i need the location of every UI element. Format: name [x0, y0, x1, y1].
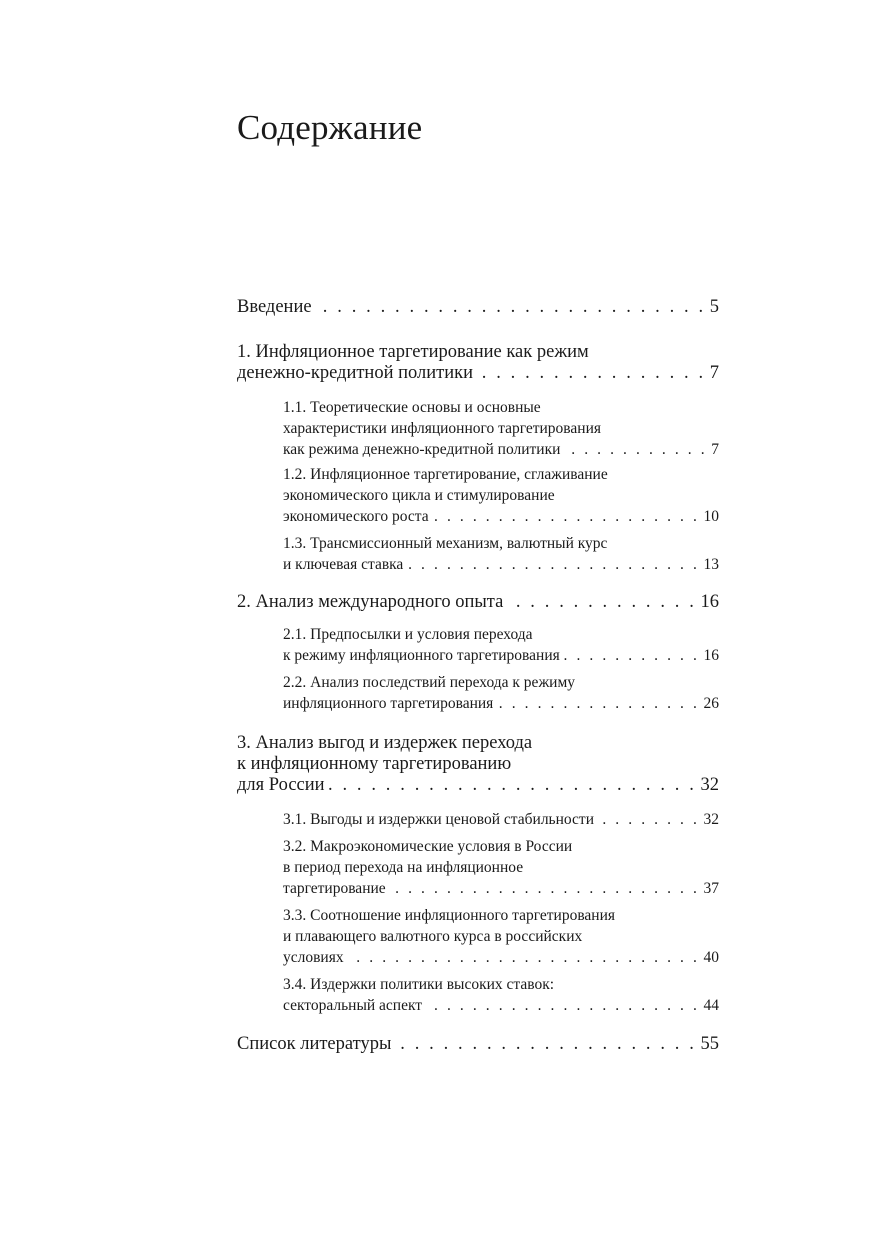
toc-entry-title: к режиму инфляционного таргетирования	[283, 647, 560, 664]
dot-leader	[564, 645, 700, 666]
toc-entry-title: 3.4. Издержки политики высоких ставок:	[283, 976, 555, 993]
toc-entry-title: как режима денежно-кредитной политики	[283, 441, 561, 458]
toc-page-number: 7	[711, 441, 719, 458]
toc-entry-title: экономического цикла и стимулирование	[283, 487, 555, 504]
dot-leader	[497, 693, 699, 714]
toc-entry-section-3-2[interactable]	[283, 836, 719, 899]
toc-entry-title: к инфляционному таргетированию	[237, 754, 512, 774]
toc-page-number: 10	[703, 508, 719, 525]
toc-entry-title: денежно-кредитной политики	[237, 363, 474, 383]
toc-page-number: 16	[703, 647, 719, 664]
toc-entry-title: инфляционного таргетирования	[283, 695, 494, 712]
dot-leader	[507, 592, 696, 613]
toc-entry-title: 2.2. Анализ последствий перехода к режиму	[283, 674, 576, 691]
toc-entry-references[interactable]	[237, 1034, 719, 1055]
toc-entry-title: 2.1. Предпосылки и условия перехода	[283, 626, 533, 643]
dot-leader	[407, 554, 699, 575]
toc-entry-title: условиях	[283, 949, 344, 966]
dot-leader	[390, 878, 700, 899]
toc-entry-section-3-4[interactable]	[283, 974, 719, 1016]
toc-entry-chapter-1[interactable]	[237, 342, 719, 384]
toc-entry-title: для России	[237, 775, 325, 795]
toc-entry-section-2-2[interactable]	[283, 672, 719, 714]
dot-leader	[477, 363, 706, 384]
toc-page-number: 16	[700, 592, 719, 612]
toc-entry-title: 2. Анализ международного опыта	[237, 592, 504, 612]
toc-entry-section-1-2[interactable]	[283, 464, 719, 527]
dot-leader	[598, 809, 700, 830]
toc-entry-section-1-3[interactable]	[283, 533, 719, 575]
toc-page-number: 32	[703, 811, 719, 828]
toc-entry-title: Введение	[237, 297, 312, 317]
toc-entry-title: 1.1. Теоретические основы и основные	[283, 399, 541, 416]
toc-entry-title: в период перехода на инфляционное	[283, 859, 524, 876]
toc-page-number: 13	[703, 556, 719, 573]
toc-entry-title: 3.2. Макроэкономические условия в России	[283, 838, 573, 855]
toc-entry-title: 3.3. Соотношение инфляционного таргетирования	[283, 907, 616, 924]
dot-leader	[348, 947, 700, 968]
toc-page-number: 40	[703, 949, 719, 966]
toc-page-number: 37	[703, 880, 719, 897]
toc-entry-section-3-3[interactable]	[283, 905, 719, 968]
toc-entry-title: 1.3. Трансмиссионный механизм, валютный курс	[283, 535, 608, 552]
toc-entry-section-3-1[interactable]	[283, 809, 719, 830]
toc-entry-title: и плавающего валютного курса в российских	[283, 928, 583, 945]
dot-leader	[564, 439, 707, 460]
page-title: Содержание	[237, 108, 423, 147]
toc-page-number: 5	[709, 297, 719, 317]
toc-entry-title: 1.2. Инфляционное таргетирование, сглаживание	[283, 466, 608, 483]
dot-leader	[316, 297, 706, 318]
dot-leader	[433, 506, 700, 527]
toc-page-number: 55	[700, 1034, 719, 1054]
toc-entry-title: 3. Анализ выгод и издержек перехода	[237, 733, 533, 753]
toc-page-number: 26	[703, 695, 719, 712]
toc-entry-title: секторальный аспект	[283, 997, 423, 1014]
toc-entry-chapter-2[interactable]	[237, 592, 719, 613]
toc-entry-introduction[interactable]	[237, 297, 719, 318]
toc-page-number: 32	[700, 775, 719, 795]
toc-entry-section-1-1[interactable]	[283, 397, 719, 460]
toc-page-number: 44	[703, 997, 719, 1014]
toc-entry-section-2-1[interactable]	[283, 624, 719, 666]
toc-entry-title: 1. Инфляционное таргетирование как режим	[237, 342, 589, 362]
toc-entry-chapter-3[interactable]	[237, 733, 719, 796]
dot-leader	[329, 775, 697, 796]
toc-entry-title: экономического роста	[283, 508, 429, 525]
toc-entry-title: характеристики инфляционного таргетирования	[283, 420, 602, 437]
dot-leader	[426, 995, 699, 1016]
toc-entry-title: Список литературы	[237, 1034, 392, 1054]
toc-entry-title: и ключевая ставка	[283, 556, 404, 573]
toc-entry-title: 3.1. Выгоды и издержки ценовой стабильности	[283, 811, 594, 828]
toc-page-number: 7	[709, 363, 719, 383]
dot-leader	[395, 1034, 696, 1055]
toc-entry-title: таргетирование	[283, 880, 386, 897]
